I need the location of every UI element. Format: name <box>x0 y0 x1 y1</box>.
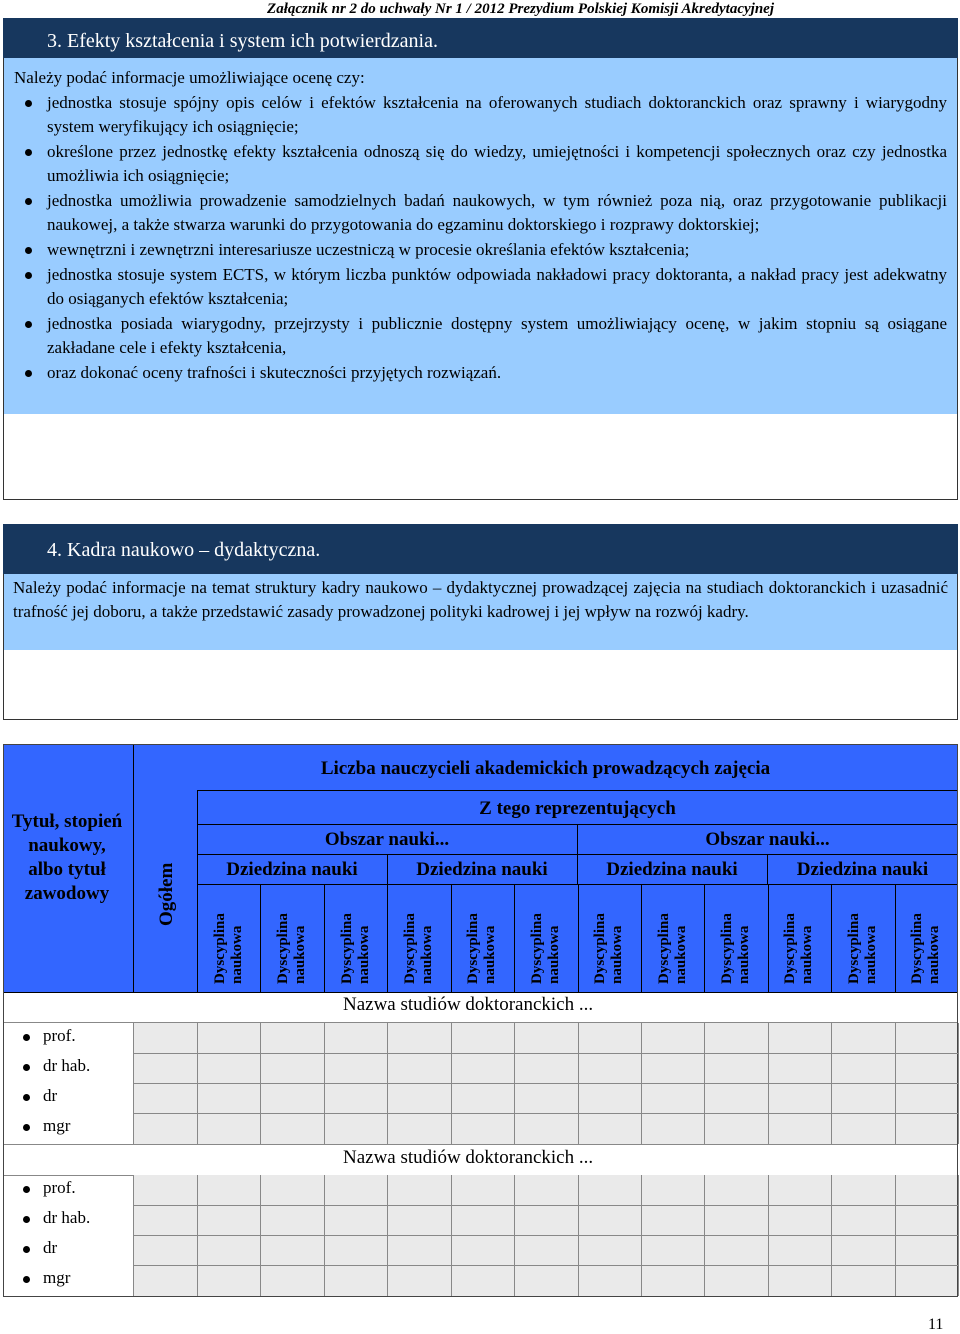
section-4-description <box>3 574 958 650</box>
page-number: 11 <box>928 1316 944 1333</box>
section-3-bullet-list <box>14 91 947 385</box>
field-header: Dziedzina nauki <box>606 859 738 880</box>
section-4-text: Należy podać informacje na temat struktury kadry naukowo – dydaktycznej prowadzącej zajęcia na studiach doktoranckich i uzasadnić trafność jej doboru, a także przedstawić zasady prowadzonej polityki kadrowej i jej wpływ na rozwój kadry. <box>13 578 948 621</box>
main-column-header: Liczba nauczycieli akademickich prowadzących zajęcia <box>320 758 771 779</box>
section-4-answer-field[interactable] <box>3 650 958 720</box>
discipline-header: Dyscyplina naukowa <box>465 913 499 984</box>
attachment-note: Załącznik nr 2 do uchwały Nr 1 / 2012 Prezydium Polskiej Komisji Akredytacyjnej <box>267 1 774 17</box>
row-label-dr-hab: dr hab. <box>43 1056 91 1075</box>
list-item: jednostka stosuje system ECTS, w którym liczba punktów odpowiada nakładowi pracy doktoranta, a nakład pracy jest adekwatny do osiąganych efektów kształcenia; <box>14 263 947 311</box>
section-3-intro: Należy podać informacje umożliwiające ocenę czy: <box>14 68 365 87</box>
discipline-header: Dyscyplina naukowa <box>338 913 372 984</box>
section-3-title: 3. Efekty kształcenia i system ich potwierdzania. <box>47 30 438 52</box>
section-3-description <box>3 58 958 414</box>
list-item: określone przez jednostkę efekty kształcenia odnoszą się do wiedzy, umiejętności i kompetencji społecznych oraz czy jednostka umożliwia ich osiągnięcie; <box>14 140 947 188</box>
section-4-title: 4. Kadra naukowo – dydaktyczna. <box>47 539 321 561</box>
section-4-header <box>3 524 958 574</box>
row-label-mgr: mgr <box>43 1268 71 1287</box>
table-border <box>3 744 958 1297</box>
section-3-header <box>3 18 958 58</box>
list-item: oraz dokonać oceny trafności i skuteczności przyjętych rozwiązań. <box>14 361 947 385</box>
list-item: jednostka umożliwia prowadzenie samodzielnych badań naukowych, w tym również poza nią, oraz przygotowanie publikacji naukowej, a także stwarza warunki do przygotowania do egzaminu doktorskiego i rozprawy doktorskiej; <box>14 189 947 237</box>
study-name-label: Nazwa studiów doktoranckich ... <box>343 1147 594 1168</box>
row-label-dr: dr <box>43 1238 58 1257</box>
row-label-dr: dr <box>43 1086 58 1105</box>
row-label-mgr: mgr <box>43 1116 71 1135</box>
field-header: Dziedzina nauki <box>796 859 929 880</box>
row-label-prof: prof. <box>43 1178 76 1197</box>
discipline-header: Dyscyplina naukowa <box>275 913 309 984</box>
area-header: Obszar nauki... <box>705 829 830 850</box>
list-item: jednostka stosuje spójny opis celów i efektów kształcenia na oferowanych studiach doktoranckich oraz sprawny i wiarygodny system weryfikujący ich osiągnięcie; <box>14 91 947 139</box>
discipline-header: Dyscyplina naukowa <box>211 913 245 984</box>
discipline-header: Dyscyplina naukowa <box>401 913 435 984</box>
title-column-header: Tytuł, stopień naukowy, albo tytuł zawodowy <box>11 811 123 904</box>
list-item: jednostka posiada wiarygodny, przejrzysty i publicznie dostępny system umożliwiający ocenę, w jakim stopniu są osiągane zakładane cele i efekty kształcenia, <box>14 312 947 360</box>
section-3-answer-field[interactable] <box>3 414 958 500</box>
discipline-header: Dyscyplina naukowa <box>655 913 689 984</box>
field-header: Dziedzina nauki <box>226 859 358 880</box>
list-item: wewnętrzni i zewnętrzni interesariusze uczestniczą w procesie określania efektów kształcenia; <box>14 238 947 262</box>
discipline-header: Dyscyplina naukowa <box>592 913 626 984</box>
discipline-header: Dyscyplina naukowa <box>782 913 816 984</box>
total-column-header: Ogółem <box>156 862 177 926</box>
area-header: Obszar nauki... <box>324 829 450 850</box>
staff-table <box>3 744 958 1297</box>
discipline-header: Dyscyplina naukowa <box>719 913 753 984</box>
discipline-header: Dyscyplina naukowa <box>909 913 943 984</box>
discipline-header: Dyscyplina naukowa <box>528 913 562 984</box>
study-name-label: Nazwa studiów doktoranckich ... <box>343 994 594 1015</box>
row-label-dr-hab: dr hab. <box>43 1208 91 1227</box>
discipline-header: Dyscyplina naukowa <box>845 913 879 984</box>
sub-column-header: Z tego reprezentujących <box>479 798 676 819</box>
field-header: Dziedzina nauki <box>416 859 548 880</box>
row-label-prof: prof. <box>43 1026 76 1045</box>
